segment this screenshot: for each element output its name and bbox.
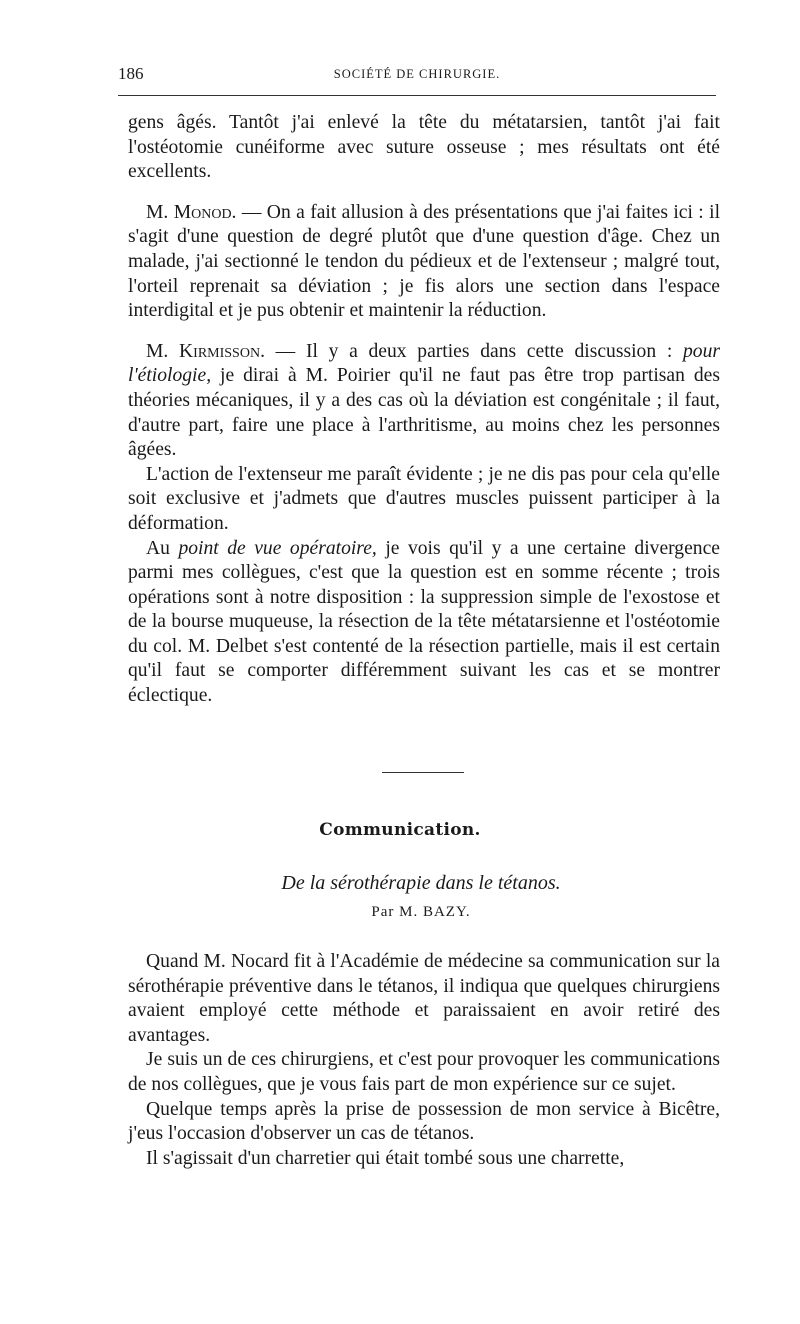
body-text-bottom: [128, 950, 720, 1171]
paragraph-text: — On a fait allusion à des présentations que j'ai faites ici : il s'agit d'une question de degré plutôt que d'une question d'âge. Chez un malade, j'ai sectionné le tendon du pédieux et de l'extenseur ; malgré tout, l'orteil reprenait sa déviation ; je fis alors une section dans l'espace interdigital et je pus obtenir et maintenir la réduction.: [128, 201, 721, 322]
italic-phrase: pour l'étiologie,: [128, 340, 720, 387]
header-rule: [118, 95, 716, 96]
body-text-top: [128, 111, 720, 709]
paragraph: Je suis un de ces chirurgiens, et c'est pour provoquer les communications de nos collègues, que je vous fais part de mon expérience sur ce sujet.: [128, 1049, 720, 1095]
section-separator-rule: [382, 772, 464, 773]
paragraph-text: je dirai à M. Poirier qu'il ne faut pas être trop partisan des théories mécaniques, il y a des cas où la déviation est congénitale ; il faut, d'autre part, faire une place à l'arthritisme, au moins chez les personnes âgées.: [128, 365, 720, 461]
paragraph: Quand M. Nocard fit à l'Académie de médecine sa communication sur la sérothérapie préventive dans le tétanos, il indiqua que quelques chirurgiens avaient employé cette méthode et paraissaient en avoir retiré des avantages.: [128, 951, 720, 1046]
italic-phrase: point de vue opératoire,: [178, 537, 377, 559]
paragraph-text: je vois qu'il y a une certaine divergence parmi mes collègues, c'est que la question est en somme récente ; trois opérations sont à notre disposition : la suppression simple de l'exostose et de la bourse muqueuse, la résection de la tête métatarsienne et l'ostéotomie du col. M. Delbet s'est contenté de la résection partielle, mais il est certain qu'il faut se comporter différemment suivant les cas et se montrer éclectique.: [128, 537, 720, 707]
paragraph-kirmisson: [128, 340, 720, 463]
paragraph: [128, 463, 720, 537]
speaker-name: M. Monod.: [146, 201, 237, 223]
page-number: 186: [118, 64, 144, 83]
text-line: excellents.: [128, 161, 212, 183]
text-line: gens âgés. Tantôt j'ai enlevé la tête du métatarsien, tantôt j'ai fait: [128, 112, 720, 133]
paragraph-monod: [128, 201, 720, 324]
paragraph-text: L'action de l'extenseur me paraît évidente ; je ne dis pas pour cela qu'elle soit exclusive et j'admets que d'autres muscles puissent participer à la déformation.: [128, 463, 720, 534]
paragraph: [128, 537, 720, 709]
paragraph-text: Au: [146, 537, 179, 559]
speaker-name: M. Kirmisson.: [146, 340, 265, 362]
running-title: SOCIÉTÉ DE CHIRURGIE.: [333, 67, 501, 81]
byline: Par M. BAZY.: [371, 904, 471, 920]
paragraph-text: — Il y a deux parties dans cette discussion :: [264, 340, 683, 362]
paragraph: Il s'agissait d'un charretier qui était tombé sous une charrette,: [146, 1147, 625, 1169]
section-heading: Communication.: [319, 820, 481, 840]
page-header: [118, 64, 716, 88]
paragraph: Quelque temps après la prise de possession de mon service à Bicêtre, j'eus l'occasion d'observer un cas de tétanos.: [128, 1098, 720, 1145]
paragraph-continuation: [128, 111, 720, 185]
text-line: l'ostéotomie cunéiforme avec suture osseuse ; mes résultats ont été: [128, 136, 720, 158]
article-title: De la sérothérapie dans le tétanos.: [281, 872, 561, 894]
